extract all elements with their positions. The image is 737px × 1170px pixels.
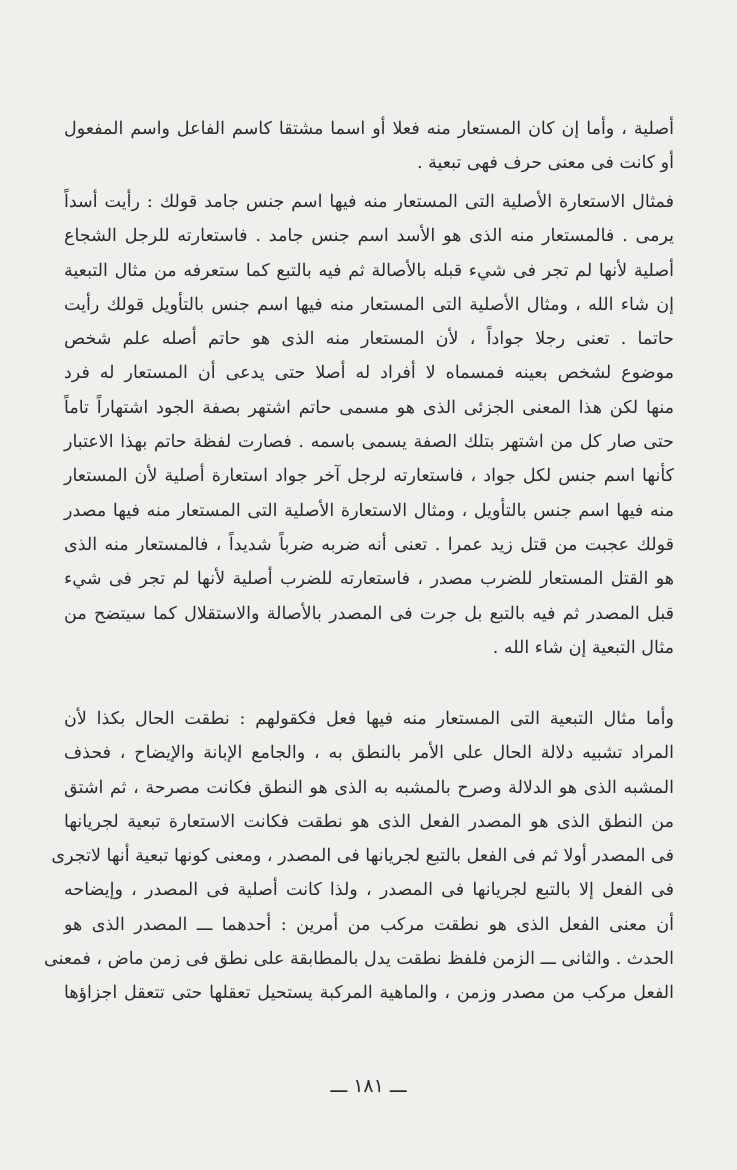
text-line: فى المصدر أولا ثم فى الفعل بالتبع لجريانها فى المصدر ، ومعنى كونها تبعية أنها لاتجرى <box>51 846 674 867</box>
text-line: المراد تشبيه دلالة الحال على الأمر بالنطق به ، والجامع الإبانة والإيضاح ، فحذف <box>64 743 674 764</box>
text-line: من النطق الذى هو المصدر الفعل الذى هو نطقت فكانت الاستعارة تبعية لجريانها <box>64 811 674 832</box>
page-number: ـــ ١٨١ ـــ <box>330 1075 407 1097</box>
text-line: الحدث . والثانى ـــ الزمن فلفظ نطقت يدل بالمطابقة على نطق فى زمن ماض ، فمعنى <box>44 949 674 970</box>
text-line: فمثال الاستعارة الأصلية التى المستعار منه فيها اسم جنس جامد قولك : رأيت أسداً <box>64 192 674 212</box>
text-line: مثال التبعية إن شاء الله . <box>492 637 674 658</box>
paragraph-1 <box>64 112 674 181</box>
text-line: كأنها اسم جنس لكل جواد ، فاستعارته لرجل آخر جواد استعارة أصلية لأن المستعار <box>64 466 674 487</box>
text-line: موضوع لشخص بعينه فمسماه لا أفراد له أصلا حتى يدعى أن المستعار له فرد <box>64 363 674 384</box>
text-line: أو كانت فى معنى حرف فهى تبعية . <box>416 153 674 174</box>
text-line: وأما مثال التبعية التى المستعار منه فيها فعل فكقولهم : نطقت الحال بكذا لأن <box>64 709 674 729</box>
text-line: حاتما . تعنى رجلا جواداً ، لأن المستعار منه الذى هو حاتم أصله علم شخص <box>64 329 674 350</box>
text-line: أصلية ، وأما إن كان المستعار منه فعلا أو اسما مشتقا كاسم الفاعل واسم المفعول <box>64 119 674 139</box>
text-line: قبل المصدر ثم فيه بالتبع بل جرت فى المصدر بالأصالة والاستقلال كما سيتضح من <box>64 603 674 624</box>
text-line: هو القتل المستعار للضرب مصدر ، فاستعارته للضرب أصلية لأنها لم تجر فى شيء <box>64 569 674 590</box>
paragraph-3 <box>44 702 674 1011</box>
text-line: أن معنى الفعل الذى هو نطقت مركب من أمرين : أحدهما ـــ المصدر الذى هو <box>64 914 674 935</box>
text-line: إن شاء الله ، ومثال الأصلية التى المستعار منه فيها اسم جنس بالتأويل قولك رأيت <box>64 294 674 315</box>
text-line: يرمى . فالمستعار منه الذى هو الأسد اسم جنس جامد . فاستعارته للرجل الشجاع <box>64 226 674 247</box>
text-line: أصلية لأنها لم تجر فى شيء قبله بالأصالة ثم فيه بالتبع كما ستعرفه من مثال التبعية <box>64 260 674 281</box>
text-line: فى الفعل إلا بالتبع لجريانها فى المصدر ، ولذا كانت أصلية فى المصدر ، وإيضاحه <box>64 880 674 901</box>
text-line: منها لكن هذا المعنى الجزئى الذى هو مسمى حاتم اشتهر بصفة الجود اشتهاراً تاماً <box>64 397 674 418</box>
text-line: الفعل مركب من مصدر وزمن ، والماهية المركبة يستحيل تعقلها حتى تتعقل اجزاؤها <box>64 983 674 1004</box>
text-line: قولك عجبت من قتل زيد عمرا . تعنى أنه ضربه ضرباً شديداً ، فالمستعار منه الذى <box>64 534 674 555</box>
text-line: منه فيها اسم جنس بالتأويل ، ومثال الاستعارة الأصلية التى المستعار منه فيها مصدر <box>64 500 674 521</box>
text-line: المشبه الذى هو الدلالة وصرح بالمشبه به الذى هو النطق فكانت مصرحة ، ثم اشتق <box>64 777 674 798</box>
text-line: حتى صار كل من اشتهر بتلك الصفة يسمى باسمه . فصارت لفظة حاتم بهذا الاعتبار <box>64 432 674 453</box>
paragraph-2 <box>64 185 674 665</box>
